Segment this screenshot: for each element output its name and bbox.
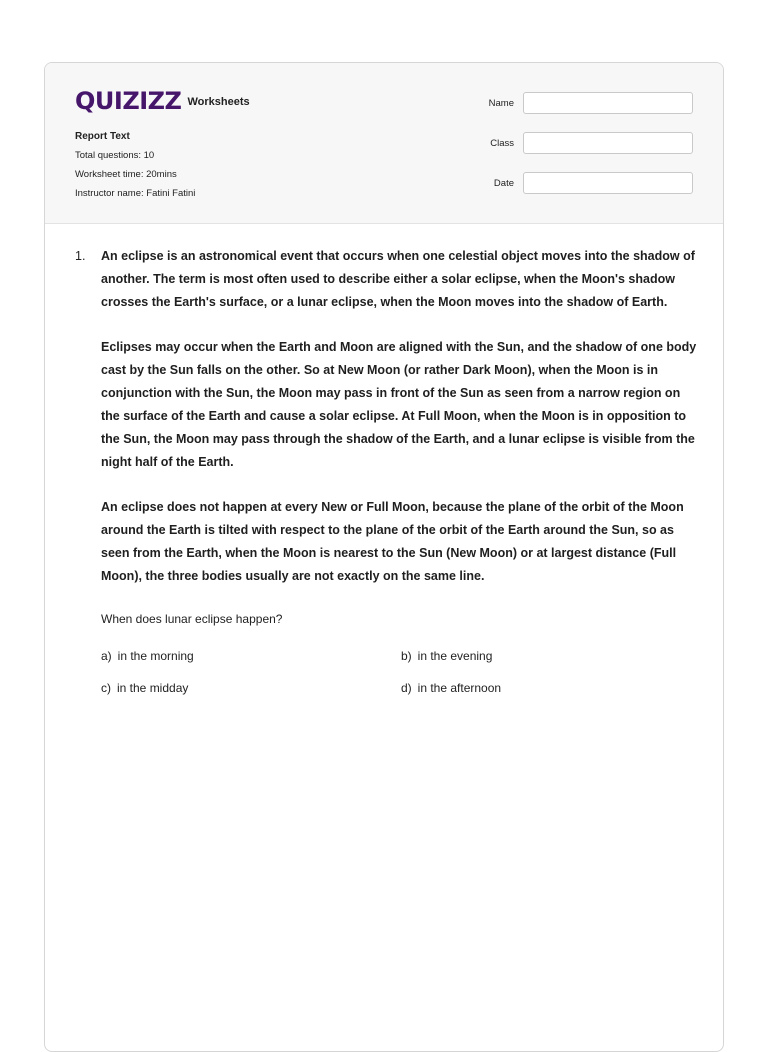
date-field[interactable] (523, 172, 693, 194)
worksheet-time: Worksheet time: 20mins (75, 169, 177, 180)
option-text: in the evening (417, 649, 493, 663)
option-text: in the afternoon (417, 681, 502, 695)
question-body (101, 245, 697, 697)
class-field[interactable] (523, 132, 693, 154)
name-label: Name (488, 97, 514, 109)
option-text: in the morning (117, 649, 194, 663)
question-prompt: When does lunar eclipse happen? (101, 612, 283, 626)
option-letter: a) (101, 649, 112, 663)
class-row (489, 131, 693, 155)
brand (75, 85, 250, 115)
option-letter: c) (101, 681, 111, 695)
option-b[interactable] (401, 648, 701, 665)
passage-paragraph-3: An eclipse does not happen at every New or Full Moon, because the plane of the orbit of the Moon around the Earth is tilted with respect to the plane of the orbit of the Earth around the Sun, so as seen from the Earth, when the Moon is nearest to the Sun (New Moon) or at largest distance (Full Moon), the three bodies usually are not exactly on the same line. (101, 500, 684, 583)
answer-options (101, 648, 697, 697)
class-label: Class (490, 137, 514, 149)
worksheet-page (44, 62, 724, 1052)
option-text: in the midday (117, 681, 189, 695)
option-a[interactable] (101, 648, 401, 665)
student-fields (489, 91, 693, 211)
date-row (489, 171, 693, 195)
option-letter: d) (401, 681, 412, 695)
worksheet-info (75, 127, 195, 203)
passage-paragraph-2: Eclipses may occur when the Earth and Moon are aligned with the Sun, and the shadow of one body cast by the Sun falls on the other. So at New Moon (or rather Dark Moon), when the Moon is in conjunction with the Sun, the Moon may pass in front of the Sun as seen from a narrow region on the surface of the Earth and cause a solar eclipse. At Full Moon, when the Moon is in opposition to the Sun, the Moon may pass through the shadow of the Earth, and a lunar eclipse is visible from the night half of the Earth. (101, 340, 697, 469)
worksheet-header (45, 63, 723, 224)
date-label: Date (493, 177, 514, 189)
option-c[interactable] (101, 680, 401, 697)
name-field[interactable] (523, 92, 693, 114)
question-number: 1. (75, 249, 86, 263)
worksheet-title: Report Text (75, 131, 130, 142)
logo-wordmark: QUIZIZZ (75, 87, 182, 115)
product-label: Worksheets (187, 96, 250, 108)
reading-passage (101, 245, 697, 588)
option-letter: b) (401, 649, 412, 663)
instructor-name: Instructor name: Fatini Fatini (75, 188, 196, 199)
question-1 (75, 245, 697, 697)
option-d[interactable] (401, 680, 701, 697)
name-row (489, 91, 693, 115)
total-questions: Total questions: 10 (75, 150, 155, 161)
quizizz-logo (75, 85, 181, 115)
passage-paragraph-1: An eclipse is an astronomical event that occurs when one celestial object moves into the shadow of another. The term is most often used to describe either a solar eclipse, when the Moon's shadow crosses the Earth's surface, or a lunar eclipse, when the Moon moves into the shadow of Earth. (101, 249, 695, 309)
